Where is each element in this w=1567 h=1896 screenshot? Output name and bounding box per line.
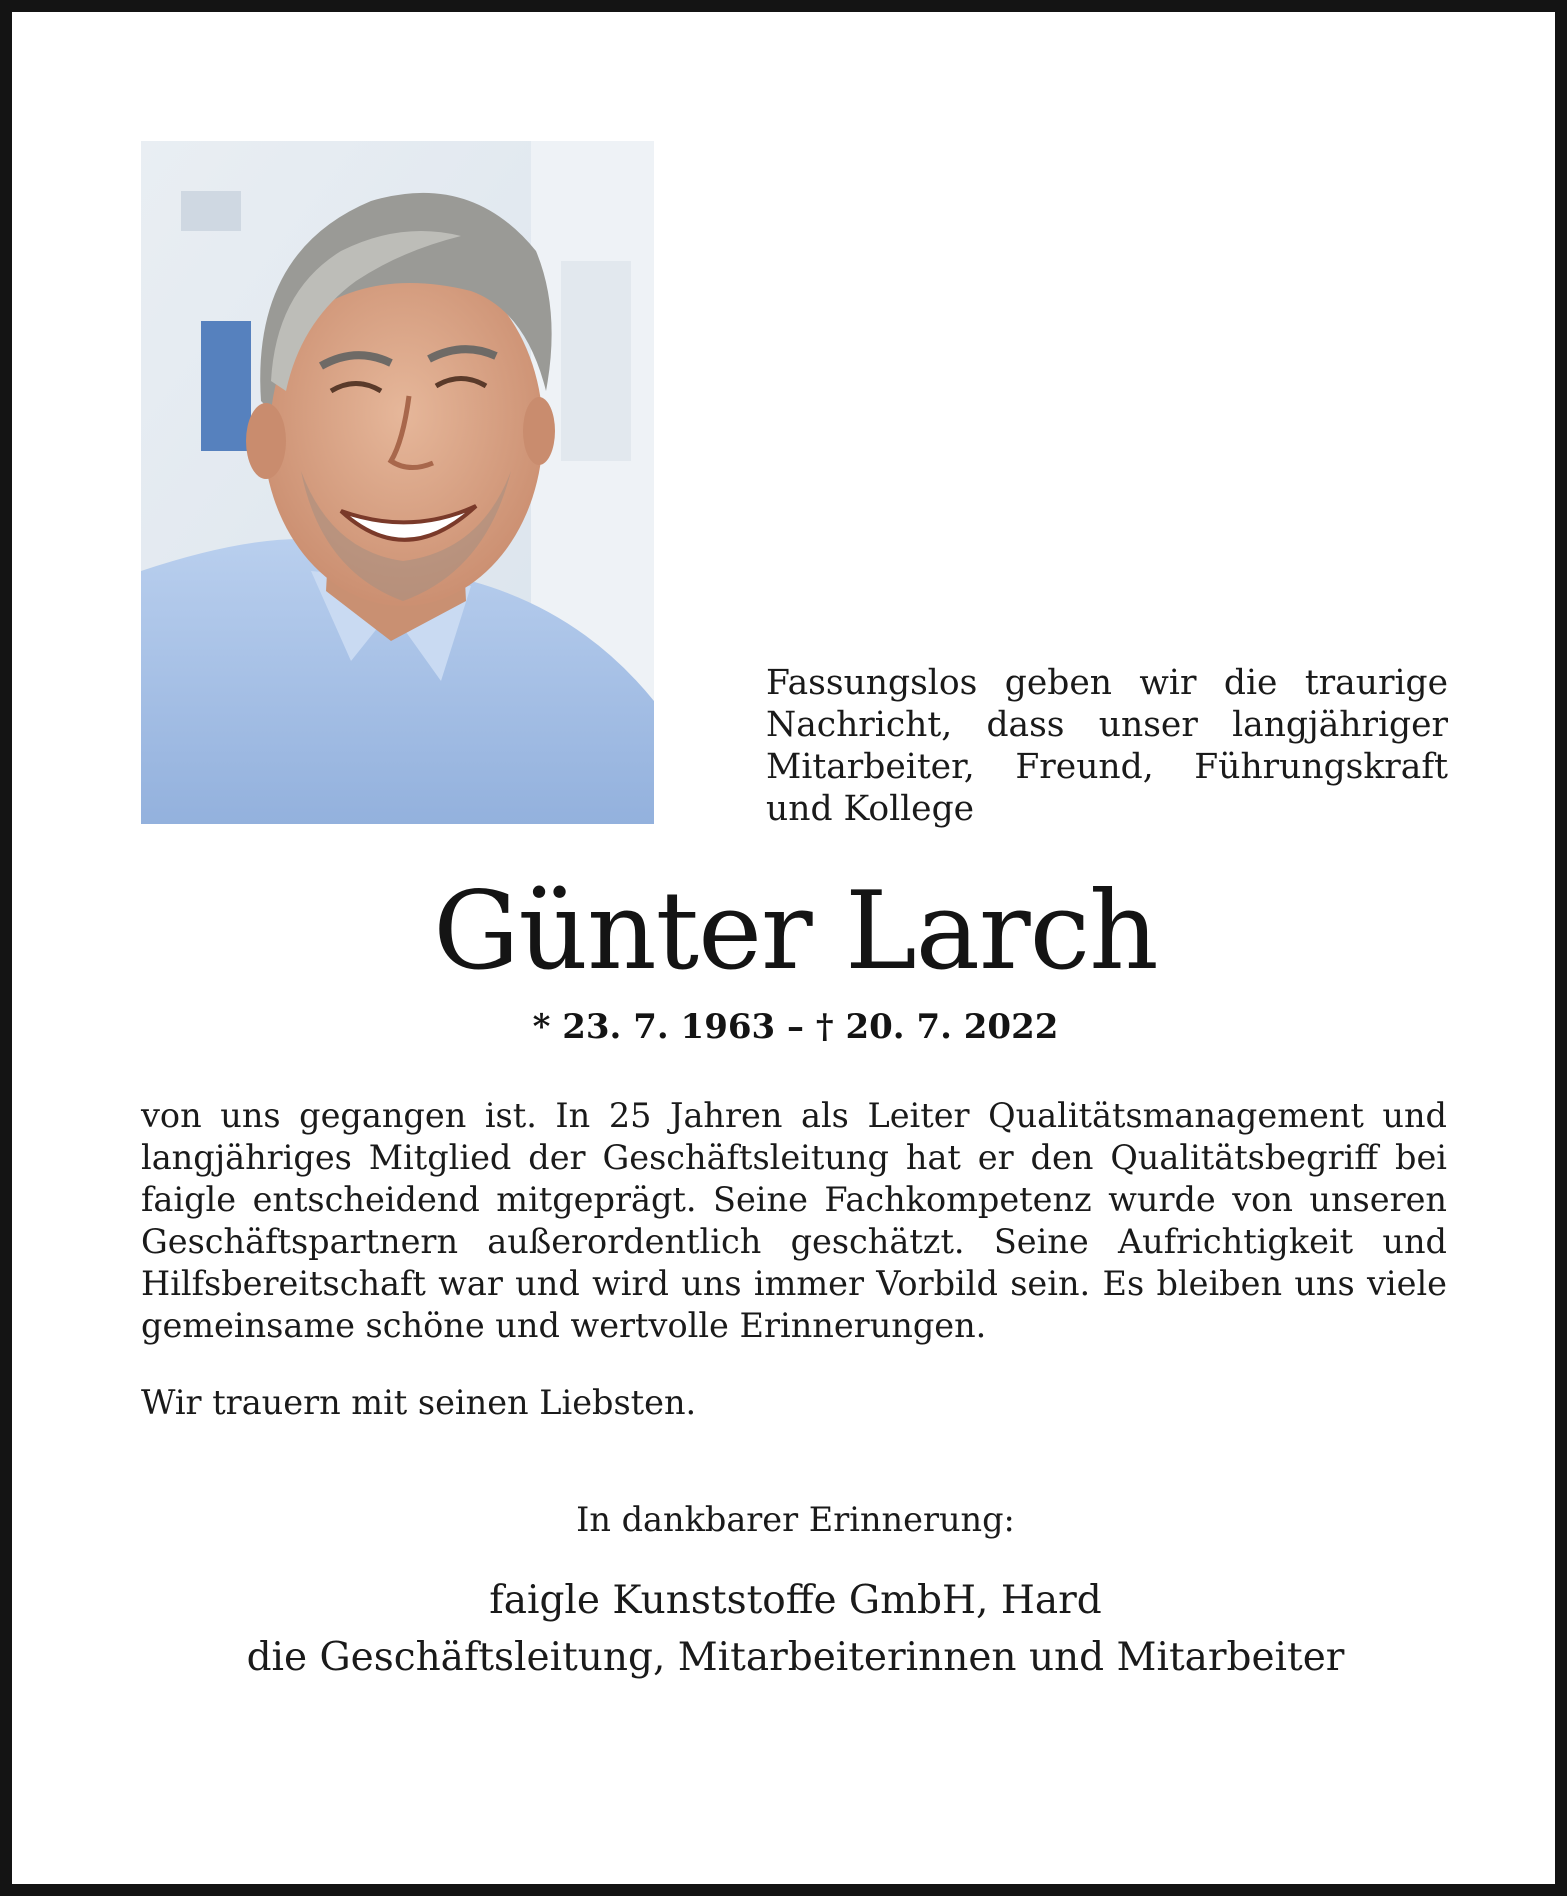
portrait-photo [141,141,654,824]
deceased-name: Günter Larch [433,869,1158,994]
signature-company: faigle Kunststoffe GmbH, Hard [489,1578,1102,1623]
mourning-line: Wir trauern mit seinen Liebsten. [141,1383,697,1422]
signature-block [12,1572,1567,1686]
body-text: von uns gegangen ist. In 25 Jahren als Leiter Qualitätsmanagement und langjähriges Mitglied der Geschäftsleitung hat er den Qualitätsbegriff bei faigle entscheidend mitgeprägt. Seine Fachkompetenz wurde von unseren Geschäftspartnern außerordentlich geschätzt. Seine Aufrichtigkeit und Hilfsbereitschaft war und wird uns immer Vorbild sein. Es bleiben uns viele gemeinsame schöne und wertvolle Erinnerungen. [141,1096,1447,1345]
portrait-photo-icon [141,141,654,824]
signature-team: die Geschäftsleitung, Mitarbeiterinnen und Mitarbeiter [246,1635,1345,1680]
intro-text: Fassungslos geben wir die traurige Nachricht, dass unser langjähriger Mitarbeiter, Freund, Führungskraft und Kollege [766,663,1448,829]
remembrance-label: In dankbarer Erinnerung: [576,1500,1015,1539]
life-dates: * 23. 7. 1963 – † 20. 7. 2022 [532,1007,1059,1047]
